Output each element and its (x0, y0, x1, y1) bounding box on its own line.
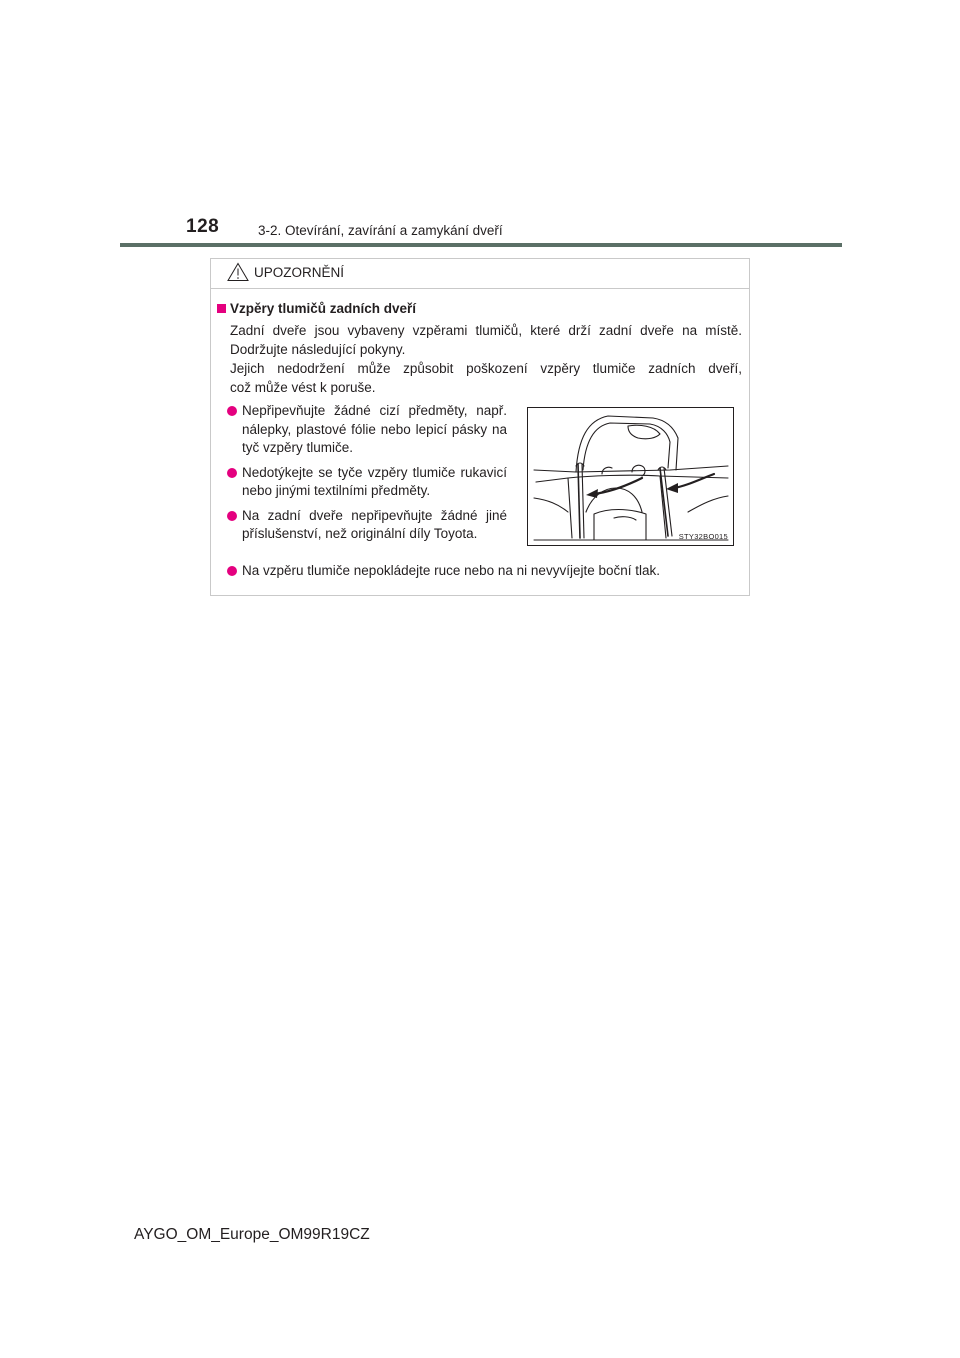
list-item (227, 402, 507, 458)
list-item (227, 562, 747, 581)
tailgate-strut-illustration (527, 407, 734, 546)
warning-label: UPOZORNĚNÍ (254, 265, 345, 280)
warning-paragraph (230, 321, 742, 397)
list-item (227, 464, 507, 501)
tailgate-drawing (528, 408, 734, 546)
bullet-text: Na zadní dveře nepřipevňujte žádné jiné příslušenství, než originální díly Toyota. (242, 507, 507, 541)
header-rule (120, 243, 842, 247)
paragraph-line: Dodržujte následující pokyny. (230, 342, 406, 357)
subheading (217, 301, 416, 316)
paragraph-line: Zadní dveře jsou vybaveny vzpěrami tlumičů, které drží zadní dveře na místě. (230, 323, 742, 338)
paragraph-line: Jejich nedodržení může způsobit poškození vzpěry tlumiče zadních dveří, (230, 361, 742, 376)
subheading-text: Vzpěry tlumičů zadních dveří (230, 301, 417, 316)
bullet-dot-icon (227, 406, 237, 416)
square-bullet-icon (217, 304, 226, 313)
footer-document-code: AYGO_OM_Europe_OM99R19CZ (134, 1226, 370, 1243)
bullet-dot-icon (227, 566, 237, 576)
list-item (227, 507, 507, 544)
bullet-dot-icon (227, 468, 237, 478)
section-title: 3-2. Otevírání, zavírání a zamykání dveří (258, 223, 503, 238)
warning-triangle-icon (227, 262, 249, 282)
bullet-dot-icon (227, 511, 237, 521)
bullet-list (227, 402, 507, 550)
warning-box (210, 258, 750, 596)
paragraph-line: což může vést k poruše. (230, 380, 376, 395)
figure-code: STY32BO015 (678, 532, 728, 541)
page-number: 128 (186, 216, 220, 237)
bullet-text: Nepřipevňujte žádné cizí předměty, např. nálepky, plastové fólie nebo lepicí pásky na tyč vzpěry tlumiče. (242, 403, 507, 455)
bullet-text: Nedotýkejte se tyče vzpěry tlumiče rukavicí nebo jinými textilními předměty. (242, 464, 507, 498)
bullet-text: Na vzpěru tlumiče nepokládejte ruce nebo na ni nevyvíjejte boční tlak. (242, 563, 660, 578)
warning-header (211, 259, 749, 289)
